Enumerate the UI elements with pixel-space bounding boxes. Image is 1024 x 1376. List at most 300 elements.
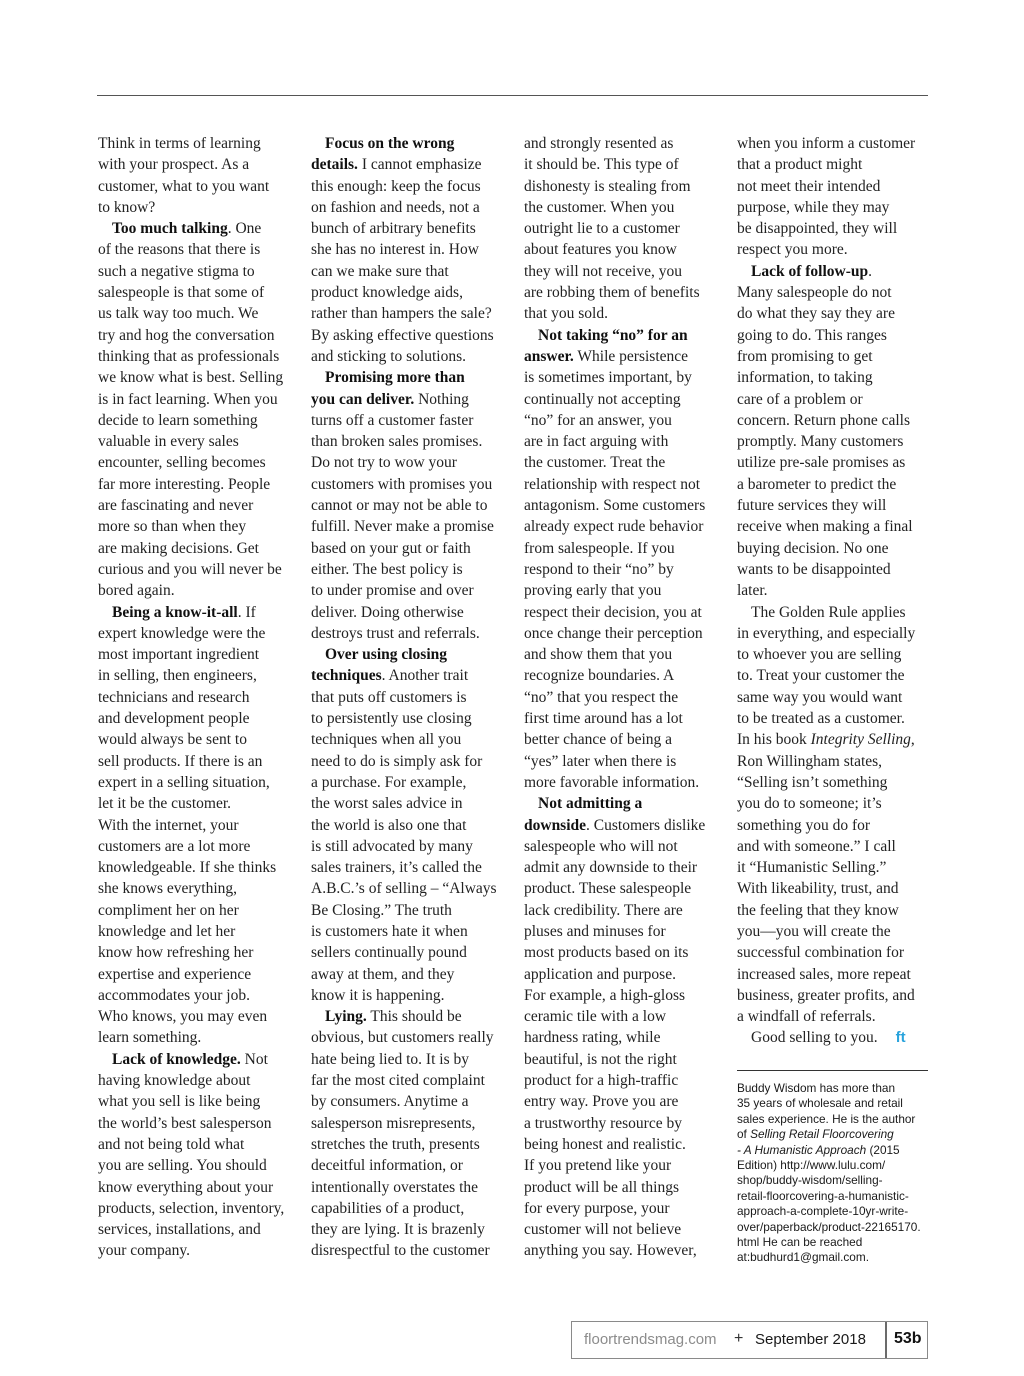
text-line xyxy=(737,580,929,601)
text-line xyxy=(311,325,503,346)
subheading-text: downside xyxy=(524,816,587,834)
text-line xyxy=(524,452,716,473)
text-line xyxy=(524,623,716,644)
body-text: do what they say they are xyxy=(737,305,895,323)
text-line xyxy=(311,708,503,729)
body-text: “no” for an answer, you xyxy=(524,411,672,429)
text-line xyxy=(311,133,503,154)
italic-title: Integrity Selling xyxy=(810,731,911,749)
body-text: to persistently use closing xyxy=(311,710,472,728)
body-text: “no” that you respect the xyxy=(524,688,679,706)
body-text: to be treated as a customer. xyxy=(737,710,905,728)
text-line xyxy=(524,729,716,750)
top-rule xyxy=(97,95,928,96)
bio-line xyxy=(737,1158,932,1173)
text-line xyxy=(737,261,929,282)
text-line xyxy=(311,644,503,665)
body-text: try and hog the conversation xyxy=(98,326,275,344)
body-text: hate being lied to. It is by xyxy=(311,1050,469,1068)
bio-line xyxy=(737,1143,932,1158)
text-line xyxy=(524,878,716,899)
body-text: is customers hate it when xyxy=(311,922,468,940)
subheading-text: Not admitting a xyxy=(538,795,643,813)
text-line xyxy=(98,154,290,175)
text-line xyxy=(98,303,290,324)
text-line xyxy=(311,154,503,175)
body-text: already expect rude behavior xyxy=(524,518,704,536)
bio-line xyxy=(737,1189,932,1204)
body-text: intentionally overstates the xyxy=(311,1178,479,1196)
text-line xyxy=(98,900,290,921)
text-line xyxy=(98,410,290,431)
body-text: it “Humanistic Selling.” xyxy=(737,859,887,877)
subheading-text: Promising more than xyxy=(325,369,465,387)
text-line xyxy=(524,793,716,814)
text-line xyxy=(311,1198,503,1219)
body-text: product knowledge aids, xyxy=(311,284,463,302)
body-text: deliver. Doing otherwise xyxy=(311,603,464,621)
text-line xyxy=(311,815,503,836)
text-line xyxy=(311,793,503,814)
text-line xyxy=(98,580,290,601)
text-line xyxy=(524,772,716,793)
text-line xyxy=(98,708,290,729)
body-text: 35 years of wholesale and retail xyxy=(737,1096,903,1111)
body-text: the world’s best salesperson xyxy=(98,1114,272,1132)
body-text: retail-floorcovering-a-humanistic- xyxy=(737,1188,909,1203)
body-text: the world is also one that xyxy=(311,816,467,834)
text-line xyxy=(524,857,716,878)
text-line xyxy=(524,176,716,197)
body-text: html He can be reached xyxy=(737,1235,863,1250)
text-line xyxy=(98,751,290,772)
text-line xyxy=(311,836,503,857)
body-text: you—you will create the xyxy=(737,922,891,940)
body-text: in selling, then engineers, xyxy=(98,667,257,685)
text-line xyxy=(311,197,503,218)
text-line xyxy=(98,133,290,154)
body-text: Ron Willingham states, xyxy=(737,752,883,770)
body-text: “Selling isn’t something xyxy=(737,773,888,791)
body-text: “yes” later when there is xyxy=(524,752,677,770)
body-text: sell products. If there is an xyxy=(98,752,263,770)
body-text: that you sold. xyxy=(524,305,608,323)
text-line xyxy=(524,1198,716,1219)
body-text: . If xyxy=(237,603,256,621)
body-text: to. Treat your customer the xyxy=(737,667,905,685)
body-text: customers are a lot more xyxy=(98,837,251,855)
subheading-text: Too much talking xyxy=(112,220,228,238)
body-text: know it is happening. xyxy=(311,986,445,1004)
text-line xyxy=(524,708,716,729)
text-line xyxy=(737,176,929,197)
article-column-3 xyxy=(524,133,716,1262)
text-line xyxy=(524,367,716,388)
body-text: By asking effective questions xyxy=(311,326,494,344)
body-text: respond to their “no” by xyxy=(524,560,674,578)
body-text: pluses and minuses for xyxy=(524,922,666,940)
body-text: (2015 xyxy=(866,1142,900,1157)
body-text: away at them, and they xyxy=(311,965,455,983)
text-line xyxy=(737,836,929,857)
text-line xyxy=(311,878,503,899)
body-text: far the most cited complaint xyxy=(311,1072,485,1090)
body-text: Be Closing.” The truth xyxy=(311,901,452,919)
bio-line xyxy=(737,1235,932,1250)
body-text: from promising to get xyxy=(737,347,873,365)
text-line xyxy=(98,1219,290,1240)
text-line xyxy=(98,1155,290,1176)
italic-title: Selling Retail Floorcovering xyxy=(750,1127,894,1142)
body-text: be disappointed, they will xyxy=(737,220,898,238)
text-line xyxy=(737,133,929,154)
body-text: lack credibility. There are xyxy=(524,901,683,919)
text-line xyxy=(524,985,716,1006)
body-text: proving early that you xyxy=(524,582,662,600)
body-text: and with someone.” I call xyxy=(737,837,896,855)
body-text: anything you say. However, xyxy=(524,1242,697,1260)
text-line xyxy=(98,964,290,985)
text-line xyxy=(98,1198,290,1219)
body-text: increased sales, more repeat xyxy=(737,965,911,983)
body-text: disrespectful to the customer xyxy=(311,1242,490,1260)
text-line xyxy=(311,985,503,1006)
text-line xyxy=(737,410,929,431)
text-line xyxy=(524,346,716,367)
body-text: technicians and research xyxy=(98,688,250,706)
body-text: know everything about your xyxy=(98,1178,274,1196)
text-line xyxy=(311,1155,503,1176)
body-text: and not being told what xyxy=(98,1135,245,1153)
text-line xyxy=(98,474,290,495)
text-line xyxy=(311,1219,503,1240)
article-column-4 xyxy=(737,133,929,1049)
text-line xyxy=(737,985,929,1006)
body-text: Many salespeople do not xyxy=(737,284,892,302)
footer-divider xyxy=(885,1322,887,1358)
body-text: This should be xyxy=(366,1008,462,1026)
text-line xyxy=(524,1091,716,1112)
body-text: you are selling. You should xyxy=(98,1157,267,1175)
text-line xyxy=(311,410,503,431)
body-text: thinking that as professionals xyxy=(98,347,280,365)
body-text: they will not receive, you xyxy=(524,262,682,280)
body-text: your company. xyxy=(98,1242,190,1260)
text-line xyxy=(311,772,503,793)
body-text: With the internet, your xyxy=(98,816,239,834)
body-text: knowledgeable. If she thinks xyxy=(98,859,277,877)
text-line xyxy=(737,452,929,473)
body-text: respect their decision, you at xyxy=(524,603,702,621)
body-text: accommodates your job. xyxy=(98,986,250,1004)
text-line xyxy=(737,239,929,260)
text-line xyxy=(311,900,503,921)
text-line xyxy=(524,602,716,623)
body-text: not meet their intended xyxy=(737,177,881,195)
text-line xyxy=(98,1070,290,1091)
text-line xyxy=(737,346,929,367)
text-line xyxy=(737,1006,929,1027)
body-text: being honest and realistic. xyxy=(524,1135,686,1153)
body-text: Think in terms of learning xyxy=(98,135,261,152)
italic-title: - A Humanistic Approach xyxy=(737,1142,867,1157)
body-text: more favorable information. xyxy=(524,773,700,791)
text-line xyxy=(98,1006,290,1027)
text-line xyxy=(737,772,929,793)
body-text: are fascinating and never xyxy=(98,497,254,515)
text-line xyxy=(311,176,503,197)
body-text: of the reasons that there is xyxy=(98,241,261,259)
body-text: purpose, while they may xyxy=(737,198,890,216)
body-text: sales trainers, it’s called the xyxy=(311,859,482,877)
body-text: something you do for xyxy=(737,816,871,834)
body-text: services, installations, and xyxy=(98,1221,261,1239)
subheading-text: Lack of knowledge. xyxy=(112,1050,241,1068)
text-line xyxy=(311,367,503,388)
text-line xyxy=(524,1070,716,1091)
text-line xyxy=(524,1134,716,1155)
body-text: product. These salespeople xyxy=(524,880,692,898)
body-text: respect you more. xyxy=(737,241,848,259)
body-text: Who knows, you may even xyxy=(98,1008,268,1026)
text-line xyxy=(524,815,716,836)
text-line xyxy=(737,793,929,814)
text-line xyxy=(98,878,290,899)
text-line xyxy=(311,580,503,601)
body-text: obvious, but customers really xyxy=(311,1029,494,1047)
text-line xyxy=(311,751,503,772)
body-text: on fashion and needs, not a xyxy=(311,198,480,216)
body-text: they are lying. It is brazenly xyxy=(311,1221,485,1239)
body-text: this enough: keep the focus xyxy=(311,177,481,195)
text-line xyxy=(737,708,929,729)
text-line xyxy=(98,559,290,580)
text-line xyxy=(524,239,716,260)
body-text: it should be. This type of xyxy=(524,156,679,174)
text-line xyxy=(98,836,290,857)
text-line xyxy=(524,1113,716,1134)
body-text: let it be the customer. xyxy=(98,795,232,813)
text-line xyxy=(311,1027,503,1048)
text-line xyxy=(737,751,929,772)
body-text: With likeability, trust, and xyxy=(737,880,899,898)
author-bio-rule xyxy=(737,1070,928,1071)
text-line xyxy=(98,1049,290,1070)
text-line xyxy=(311,452,503,473)
body-text: in everything, and especially xyxy=(737,624,916,642)
text-line xyxy=(311,516,503,537)
body-text: based on your gut or faith xyxy=(311,539,471,557)
body-text: better chance of being a xyxy=(524,731,673,749)
text-line xyxy=(98,389,290,410)
text-line xyxy=(311,282,503,303)
text-line xyxy=(98,985,290,1006)
text-line xyxy=(311,1091,503,1112)
body-text: same way you would want xyxy=(737,688,903,706)
body-text: utilize pre-sale promises as xyxy=(737,454,906,472)
text-line xyxy=(524,964,716,985)
body-text: compliment her on her xyxy=(98,901,239,919)
text-line xyxy=(311,729,503,750)
body-text: . xyxy=(868,262,872,280)
text-line xyxy=(737,964,929,985)
text-line xyxy=(311,1134,503,1155)
text-line xyxy=(737,218,929,239)
body-text: admit any downside to their xyxy=(524,859,698,877)
body-text: at:budhurd1@gmail.com. xyxy=(737,1250,869,1265)
body-text: the feeling that they know xyxy=(737,901,899,919)
body-text: you do to someone; it’s xyxy=(737,795,882,813)
body-text: . Customers dislike xyxy=(586,816,706,834)
body-text: relationship with respect not xyxy=(524,475,701,493)
body-text: For example, a high-gloss xyxy=(524,986,686,1004)
body-text: If you pretend like your xyxy=(524,1157,672,1175)
subheading-text: Lying. xyxy=(325,1008,367,1026)
body-text: wants to be disappointed xyxy=(737,560,891,578)
body-text: business, greater profits, and xyxy=(737,986,915,1004)
text-line xyxy=(311,687,503,708)
text-line xyxy=(311,538,503,559)
body-text: customer will not believe xyxy=(524,1221,682,1239)
text-line xyxy=(98,367,290,388)
text-line xyxy=(524,1219,716,1240)
body-text: is sometimes important, by xyxy=(524,369,692,387)
body-text: is still advocated by many xyxy=(311,837,473,855)
text-line xyxy=(737,665,929,686)
body-text: about features you know xyxy=(524,241,677,259)
text-line xyxy=(98,665,290,686)
text-line xyxy=(524,1027,716,1048)
body-text: encounter, selling becomes xyxy=(98,454,266,472)
body-text: concern. Return phone calls xyxy=(737,411,911,429)
article-column-2 xyxy=(311,133,503,1262)
text-line xyxy=(524,580,716,601)
text-line xyxy=(524,218,716,239)
text-line xyxy=(311,1070,503,1091)
text-line xyxy=(524,516,716,537)
body-text: capabilities of a product, xyxy=(311,1199,465,1217)
body-text: either. The best policy is xyxy=(311,560,463,578)
body-text: successful combination for xyxy=(737,944,905,962)
body-text: and show them that you xyxy=(524,646,673,664)
body-text: entry way. Prove you are xyxy=(524,1093,679,1111)
text-line xyxy=(737,282,929,303)
text-line xyxy=(311,303,503,324)
body-text: stretches the truth, presents xyxy=(311,1135,480,1153)
body-text: the customer. Treat the xyxy=(524,454,666,472)
text-line xyxy=(737,1027,929,1048)
body-text: are robbing them of benefits xyxy=(524,284,700,302)
body-text: that puts off customers is xyxy=(311,688,467,706)
body-text: need to do is simply ask for xyxy=(311,752,483,770)
text-line xyxy=(98,538,290,559)
text-line xyxy=(524,325,716,346)
subheading-text: Over using closing xyxy=(325,646,448,664)
text-line xyxy=(524,197,716,218)
text-line xyxy=(311,1006,503,1027)
text-line xyxy=(524,1049,716,1070)
bio-line xyxy=(737,1204,932,1219)
body-text: buying decision. No one xyxy=(737,539,889,557)
body-text: sellers continually pound xyxy=(311,944,467,962)
body-text: salespeople who will not xyxy=(524,837,678,855)
body-text: care of a problem or xyxy=(737,390,863,408)
text-line xyxy=(311,431,503,452)
footer-site: floortrendsmag.com xyxy=(584,1331,717,1348)
body-text: than broken sales promises. xyxy=(311,433,483,451)
page-number: 53b xyxy=(894,1330,922,1347)
body-text: a barometer to predict the xyxy=(737,475,897,493)
body-text: going to do. This ranges xyxy=(737,326,887,344)
text-line xyxy=(98,921,290,942)
body-text: shop/buddy-wisdom/selling- xyxy=(737,1173,883,1188)
text-line xyxy=(98,325,290,346)
text-line xyxy=(98,346,290,367)
body-text: promptly. Many customers xyxy=(737,433,904,451)
body-text: outright lie to a customer xyxy=(524,220,680,238)
text-line xyxy=(98,687,290,708)
footer-separator: + xyxy=(734,1330,744,1347)
body-text: curious and you will never be xyxy=(98,560,282,578)
body-text: rather than hampers the sale? xyxy=(311,305,492,323)
body-text: first time around has a lot xyxy=(524,710,683,728)
text-line xyxy=(311,921,503,942)
text-line xyxy=(311,857,503,878)
body-text: to know? xyxy=(98,198,156,216)
subheading-text: Focus on the wrong xyxy=(325,135,455,152)
text-line xyxy=(311,1240,503,1261)
body-text: to under promise and over xyxy=(311,582,474,600)
text-line xyxy=(98,644,290,665)
body-text: Buddy Wisdom has more than xyxy=(737,1081,896,1095)
text-line xyxy=(311,602,503,623)
body-text: Not xyxy=(240,1050,268,1068)
text-line xyxy=(737,857,929,878)
body-text: most important ingredient xyxy=(98,646,260,664)
body-text: she has no interest in. How xyxy=(311,241,479,259)
text-line xyxy=(737,389,929,410)
text-line xyxy=(98,452,290,473)
body-text: . One xyxy=(227,220,262,238)
text-line xyxy=(98,218,290,239)
bio-line xyxy=(737,1250,932,1265)
text-line xyxy=(311,1049,503,1070)
text-line xyxy=(98,815,290,836)
text-line xyxy=(524,836,716,857)
body-text: the customer. When you xyxy=(524,198,675,216)
text-line xyxy=(524,1155,716,1176)
body-text: would always be sent to xyxy=(98,731,247,749)
text-line xyxy=(524,942,716,963)
text-line xyxy=(524,921,716,942)
text-line xyxy=(311,389,503,410)
body-text: Edition) http://www.lulu.com/ xyxy=(737,1158,886,1173)
text-line xyxy=(524,1240,716,1261)
body-text: A.B.C.’s of selling – “Always xyxy=(311,880,497,898)
text-line xyxy=(98,729,290,750)
body-text: are in fact arguing with xyxy=(524,433,669,451)
text-line xyxy=(98,1113,290,1134)
body-text: and strongly resented as xyxy=(524,135,674,152)
body-text: knowledge and let her xyxy=(98,922,236,940)
body-text: customer, what to you want xyxy=(98,177,270,195)
body-text: is in fact learning. When you xyxy=(98,390,278,408)
text-line xyxy=(737,900,929,921)
bio-line xyxy=(737,1081,932,1096)
text-line xyxy=(98,197,290,218)
text-line xyxy=(311,665,503,686)
text-line xyxy=(311,261,503,282)
